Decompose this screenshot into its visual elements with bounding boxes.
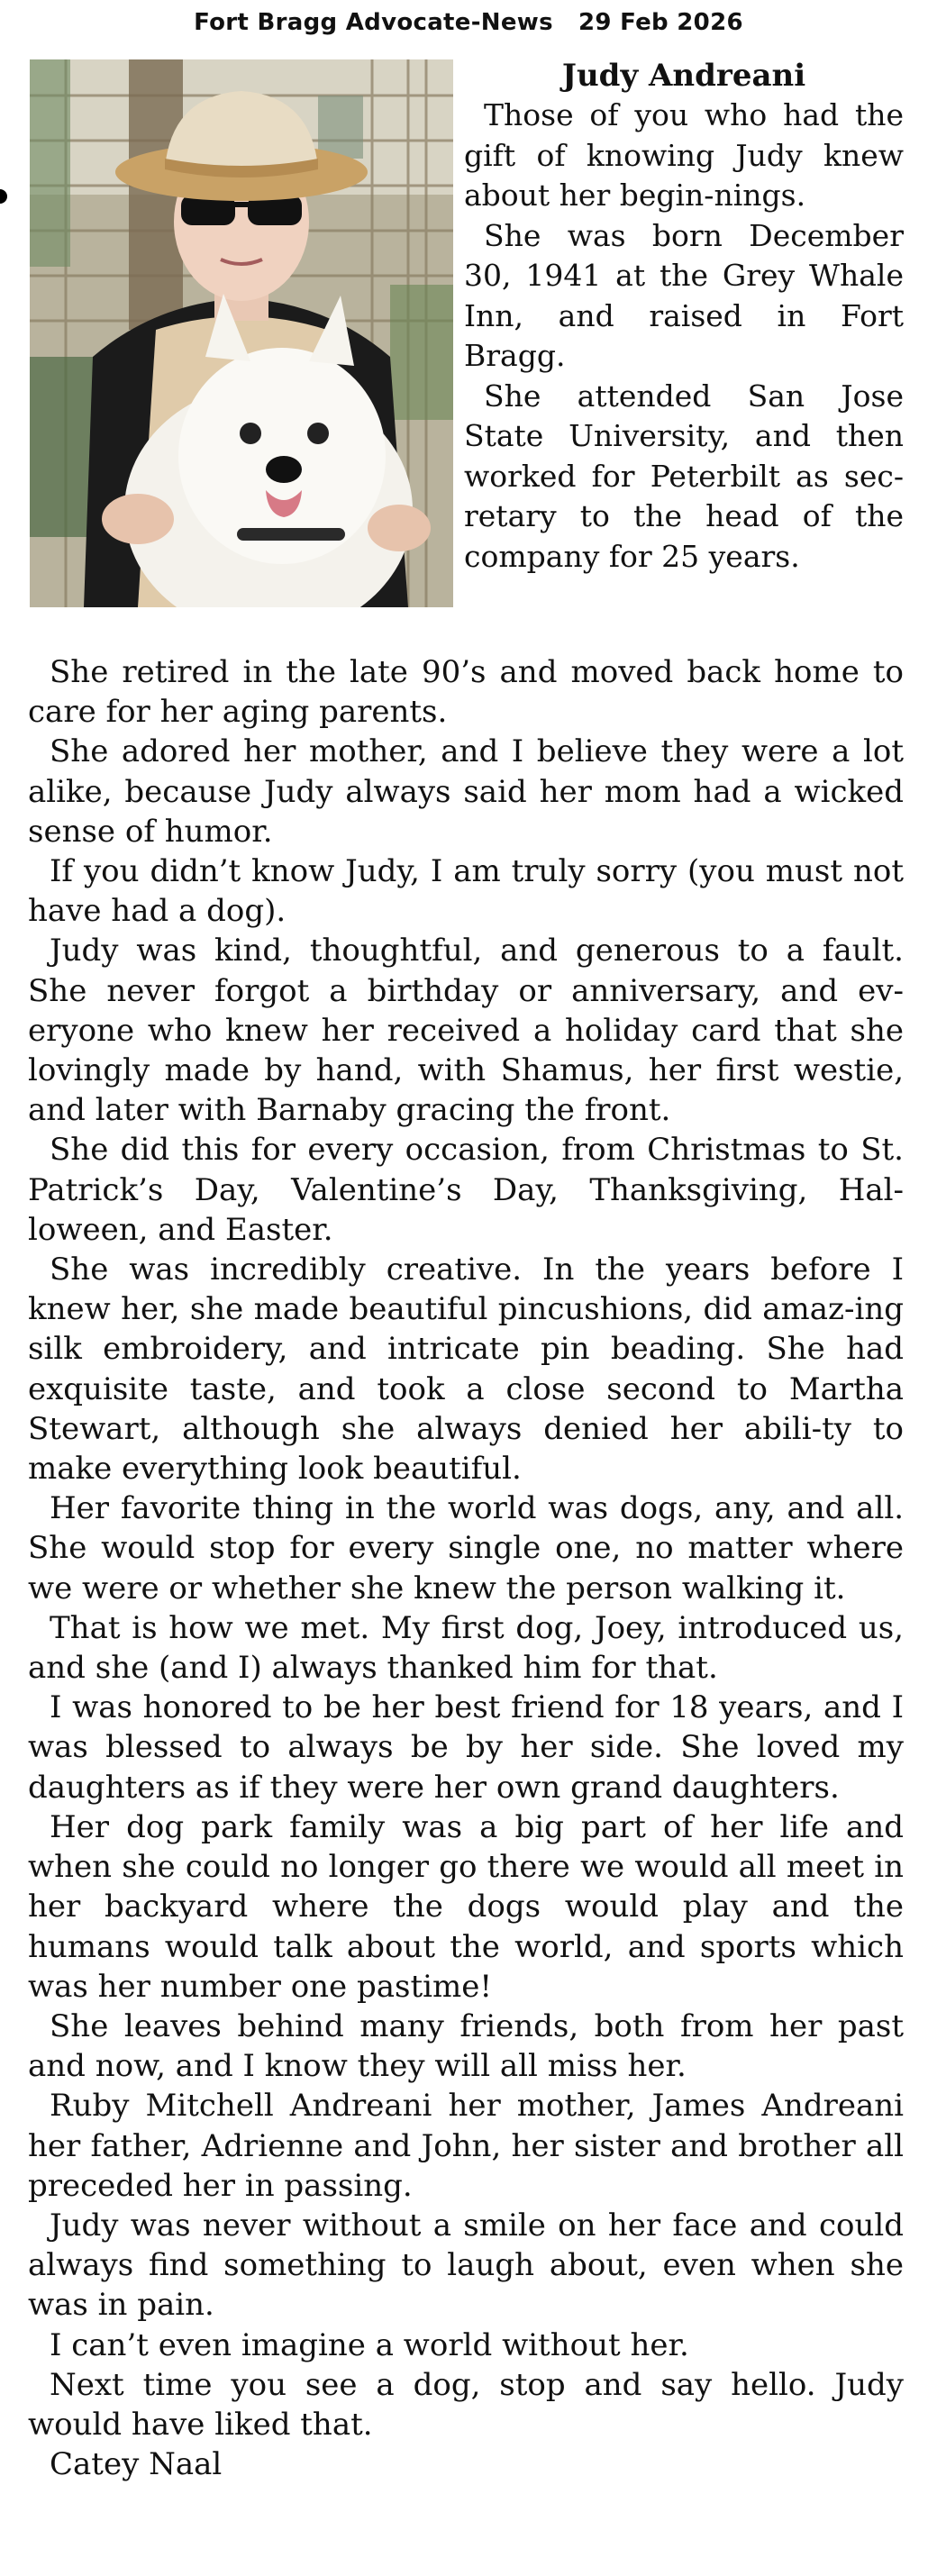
body-paragraph: I was honored to be her best friend for 18 years, and I was blessed to always be by her side. She loved my daughters as if they were her own grand daughters. [28,1689,904,1806]
intro-paragraph: She attended San Jose State University, and then worked for Peterbilt as sec-retary to the head of the company for 25 years. [464,378,904,574]
obituary-title: Judy Andreani [561,58,806,94]
body-paragraph: I can’t even imagine a world without her. [50,2326,689,2363]
masthead: Fort Bragg Advocate-News 29 Feb 2026 [194,9,743,36]
obituary-body [28,652,904,2484]
margin-mark [0,189,7,204]
body-paragraph: That is how we met. My first dog, Joey, introduced us, and she (and I) always thanked him for that. [28,1609,904,1687]
body-paragraph: Her dog park family was a big part of her life and when she could no longer go there we would all meet in her backyard where the dogs would play and the humans would talk about the world, and sports which was her number one pastime! [28,1808,904,2005]
body-paragraph: She retired in the late 90’s and moved back home to care for her aging parents. [28,654,904,731]
body-paragraph: Judy was never without a smile on her face and could always find something to laugh about, even when she was in pain. [28,2207,904,2324]
body-paragraph: She adored her mother, and I believe they were a lot alike, because Judy always said her mom had a wicked sense of humor. [28,733,904,850]
body-paragraph: Next time you see a dog, stop and say hello. Judy would have liked that. [28,2366,904,2443]
body-paragraph: She was incredibly creative. In the years before I knew her, she made beautiful pincushions, did amaz-ing silk embroidery, and intricate pin beading. She had exquisite taste, and took a close second to Martha Stewart, although she always denied her abili-ty to make everything look beautiful. [28,1252,904,1488]
body-paragraph: If you didn’t know Judy, I am truly sorry (you must not have had a dog). [28,853,904,930]
intro-paragraph: She was born December 30, 1941 at the Grey Whale Inn, and raised in Fort Bragg. [464,217,904,373]
body-paragraph: Judy was kind, thoughtful, and generous to a fault. She never forgot a birthday or anniversary, and ev-eryone who knew her received a holiday card that she lovingly made by hand, with Shamus, her first westie, and later with Barnaby gracing the front. [28,933,904,1129]
body-paragraph: She leaves behind many friends, both from her past and now, and I know they will all miss her. [28,2007,904,2085]
signature: Catey Naal [50,2446,223,2483]
portrait-photo [30,59,453,607]
intro-column [464,56,904,577]
body-paragraph: Ruby Mitchell Andreani her mother, James Andreani her father, Adrienne and John, her sister and brother all preceded her in passing. [28,2088,904,2204]
intro-paragraph: Those of you who had the gift of knowing Judy knew about her begin-nings. [464,97,904,213]
body-paragraph: She did this for every occasion, from Christmas to St. Patrick’s Day, Valentine’s Day, Thanksgiving, Hal-loween, and Easter. [28,1132,904,1248]
body-paragraph: Her favorite thing in the world was dogs, any, and all. She would stop for every single one, no matter where we were or whether she knew the person walking it. [28,1490,904,1607]
